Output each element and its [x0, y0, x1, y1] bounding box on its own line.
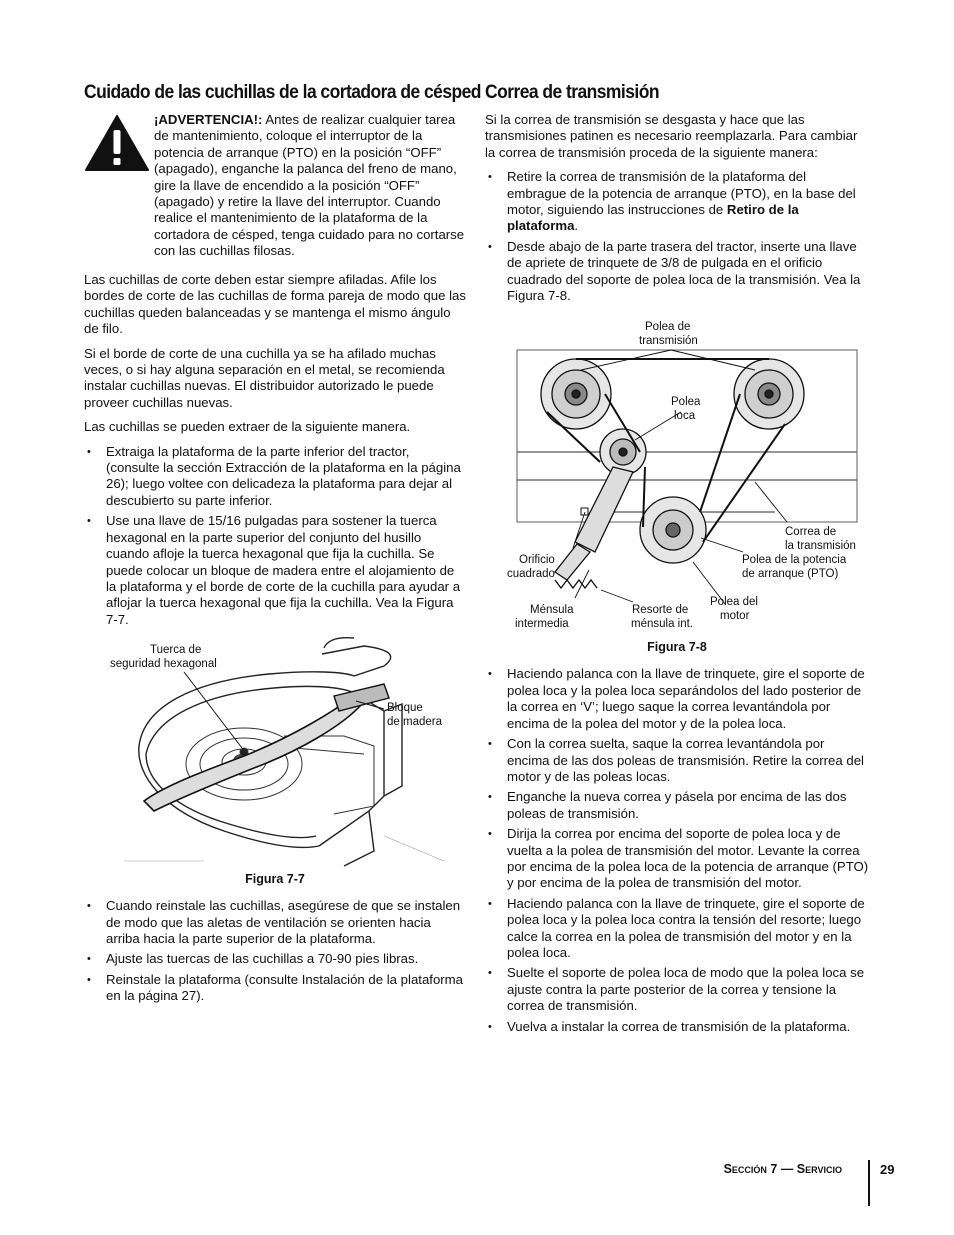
- label-pto-pulley-line1: Polea de la potencia: [742, 554, 847, 567]
- list-item: • Vuelva a instalar la correa de transmisión de la plataforma.: [485, 1019, 869, 1035]
- removal-steps-list: [84, 444, 466, 628]
- warning-block: [84, 112, 466, 262]
- label-spring-line2: ménsula int.: [631, 618, 694, 631]
- reinstall-steps-list: [84, 898, 466, 1004]
- figure-7-7: [84, 636, 466, 868]
- list-item: • Suelte el soporte de polea loca de modo que la polea loca se ajuste contra la parte posterior de la correa y tensione la correa de transmisión.: [485, 965, 869, 1014]
- label-engine-pulley-line1: Polea del: [710, 596, 758, 609]
- figure-7-8: [485, 312, 869, 631]
- belt-removal-list: [485, 169, 869, 304]
- figure-7-7-caption: Figura 7-7: [245, 872, 305, 887]
- label-pto-pulley-line2: de arranque (PTO): [742, 568, 839, 581]
- list-item: • Enganche la nueva correa y pásela por encima de las dos poleas de transmisión.: [485, 789, 869, 822]
- left-column: [84, 80, 481, 1011]
- list-item: • Cuando reinstale las cuchillas, asegúrese de que se instalen de modo que las aletas de ventilación se orienten hacia arriba hacia la parte superior de la plataforma.: [84, 898, 466, 947]
- label-idler-line1: Polea: [671, 396, 701, 409]
- paragraph-sharpen: Las cuchillas de corte deben estar siempre afiladas. Afile los bordes de corte de las cuchillas de forma pareja de modo que las cuchillas queden balanceadas y se mantenga el mismo ángulo de filo.: [84, 272, 466, 337]
- label-drive-pulley-line1: Polea de: [645, 321, 691, 334]
- label-belt-line2: la transmisión: [785, 540, 856, 553]
- list-item: [485, 169, 869, 235]
- figure-7-8-caption: Figura 7-8: [647, 640, 707, 655]
- mower-deck-illustration: [84, 636, 466, 868]
- list-item: • Haciendo palanca con la llave de trinquete, gire el soporte de polea loca y la polea loca contra la tensión del resorte; luego calce la correa en la polea de transmisión del motor y en la polea loca.: [485, 896, 869, 962]
- list-item: • Reinstale la plataforma (consulte Instalación de la plataforma en la página 27).: [84, 972, 466, 1005]
- list-item: • Extraiga la plataforma de la parte inferior del tractor, (consulte la sección Extracción de la plataforma en la página 26); luego voltee con delicadeza la plataforma para dejar al descubierto su parte inferior.: [84, 444, 466, 510]
- bullet-a-end: .: [574, 218, 579, 234]
- warning-body: Antes de realizar cualquier tarea de mantenimiento, coloque el interruptor de la potencia de arranque (PTO) en la posición “OFF” (apagado), enganche la palanca del freno de mano, gire la llave de encendido a la posición “OFF” (apagado) y retire la llave del interruptor. Cuando realice el mantenimiento de la plataforma de la cortadora de césped, tenga cuidado para no cortarse con las cuchillas filosas.: [154, 112, 465, 259]
- label-hex-nut-line2: seguridad hexagonal: [110, 658, 217, 671]
- page-number: 29: [880, 1162, 895, 1177]
- list-item: • Ajuste las tuercas de las cuchillas a 70-90 pies libras.: [84, 951, 466, 967]
- paragraph-replace: Si el borde de corte de una cuchilla ya se ha afilado muchas veces, o si hay alguna separación en el metal, se recomienda instalar cuchillas nuevas. El distribuidor autorizado le puede proveer cuchillas nuevas.: [84, 345, 445, 410]
- belt-replace-list: [485, 666, 869, 1035]
- footer-section-text: Sección 7 — Servicio: [723, 1162, 842, 1176]
- list-item: • Dirija la correa por encima del soporte de polea loca y de vuelta a la polea de transmisión del motor. Levante la correa por encima de la polea loca de la potencia de arranque (PTO) y por encima de la polea de transmisión del motor.: [485, 826, 869, 892]
- label-square-hole-line2: cuadrado: [507, 568, 555, 581]
- label-engine-pulley-line2: motor: [720, 610, 750, 623]
- list-item: • Haciendo palanca con la llave de trinquete, gire el soporte de polea loca y la polea loca separándolos del lado posterior de la correa en ‘V’; luego saque la correa levantándola por encima de la polea del motor y de la polea loca.: [485, 666, 869, 732]
- label-wood-block-line1: Bloque: [387, 702, 423, 715]
- warning-triangle-icon: [84, 114, 150, 172]
- label-drive-pulley-line2: transmisión: [639, 335, 698, 348]
- bullet-a-bold: Retiro de la plataforma: [507, 202, 799, 234]
- label-belt-line1: Correa de: [785, 526, 837, 539]
- list-item: • Desde abajo de la parte trasera del tractor, inserte una llave de apriete de trinquete de 3/8 de pulgada en el orificio cuadrado del soporte de polea loca de la transmisión. Vea la Figura 7-8.: [485, 239, 869, 305]
- label-wood-block-line2: de madera: [387, 716, 442, 729]
- warning-text: [154, 112, 466, 260]
- label-spring-line1: Resorte de: [632, 604, 689, 617]
- label-square-hole-line1: Orificio: [519, 554, 555, 567]
- paragraph-removal-intro: Las cuchillas se pueden extraer de la siguiente manera.: [84, 419, 411, 435]
- right-column: [485, 80, 869, 1041]
- blade-care-heading: Cuidado de las cuchillas de la cortadora de césped: [84, 82, 481, 103]
- label-hex-nut-line1: Tuerca de: [150, 644, 202, 657]
- label-bracket-line1: Ménsula: [530, 604, 574, 617]
- footer-section-title: [724, 1162, 842, 1176]
- drive-belt-heading: Correa de transmisión: [485, 82, 659, 103]
- footer-divider: [868, 1160, 870, 1206]
- list-item: • Use una llave de 15/16 pulgadas para sostener la tuerca hexagonal en la parte superior del conjunto del husillo cuando afloje la tuerca hexagonal que fija la cuchilla. Se puede colocar un bloque de madera entre el alojamiento de la plataforma y el borde de corte de la cuchilla para ayudar a aflojar la tuerca hexagonal que fija la cuchilla. Vea la Figura 7-7.: [84, 513, 466, 628]
- bullet-a-text: Retire la correa de transmisión de la plataforma del embrague de la potencia de arranque (PTO), en la base del motor, siguiendo las instrucciones de: [507, 169, 856, 218]
- warning-label: ¡ADVERTENCIA!:: [154, 112, 263, 127]
- paragraph-belt-intro: Si la correa de transmisión se desgasta y hace que las transmisiones patinen es necesario reemplazarla. Para cambiar la correa de transmisión proceda de la siguiente manera:: [485, 112, 858, 160]
- label-bracket-line2: intermedia: [515, 618, 569, 631]
- list-item: • Con la correa suelta, saque la correa levantándola por encima de las dos poleas de transmisión. Retire la correa del motor y de las poleas locas.: [485, 736, 869, 785]
- label-idler-line2: loca: [674, 410, 696, 423]
